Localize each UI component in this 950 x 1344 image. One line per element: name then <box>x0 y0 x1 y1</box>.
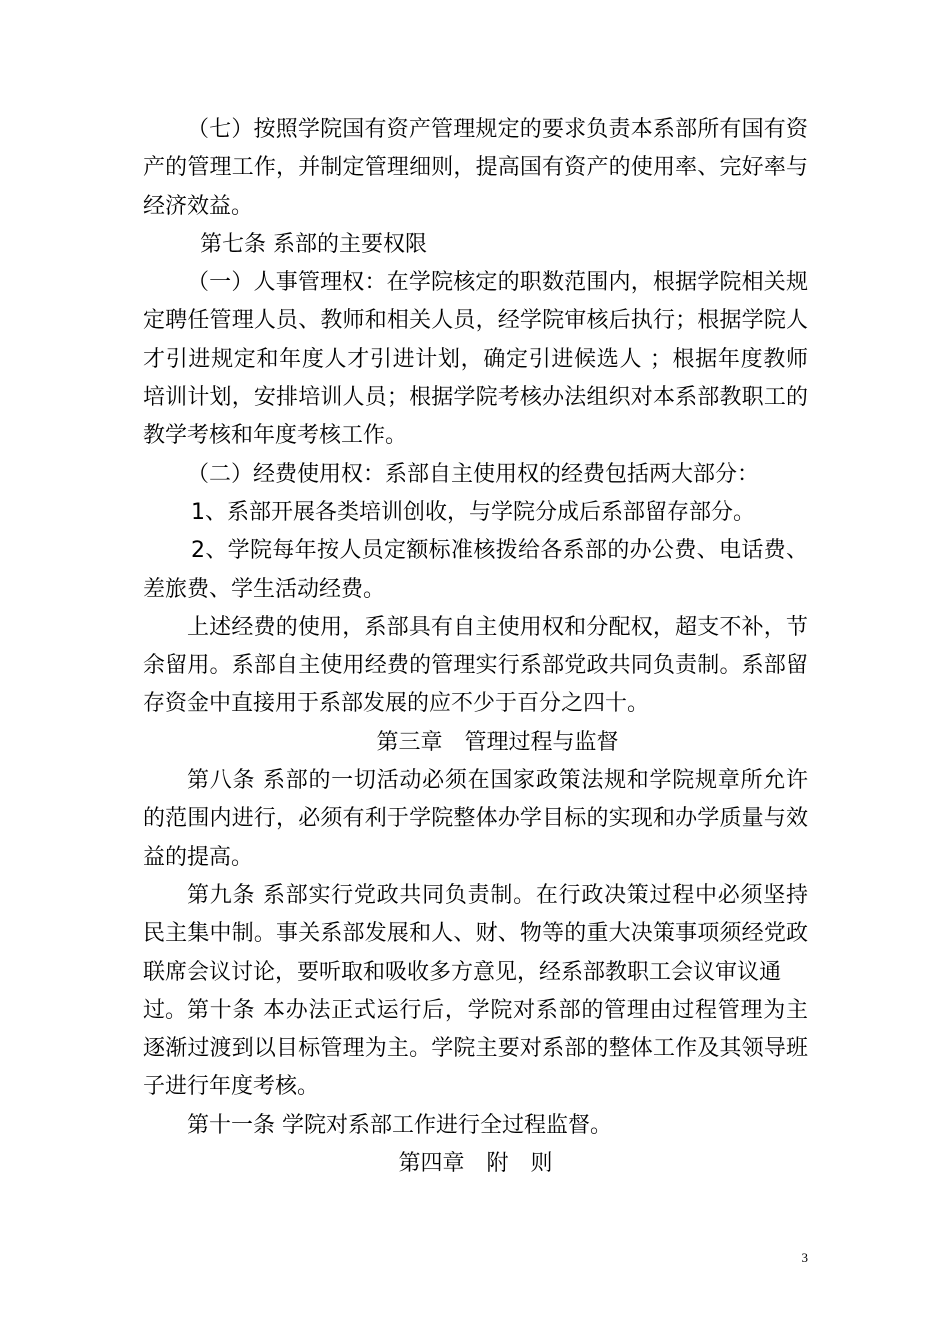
paragraph-line: （一）人事管理权：在学院核定的职数范围内，根据学院相关规 <box>187 270 808 296</box>
paragraph-line: 民主集中制。事关系部发展和人、财、物等的重大决策事项须经党政 <box>143 921 808 947</box>
paragraph-line: 差旅费、学生活动经费。 <box>143 576 386 602</box>
paragraph-line: 第九条 系部实行党政共同负责制。在行政决策过程中必须坚持 <box>187 882 808 908</box>
paragraph-line: 培训计划，安排培训人员；根据学院考核办法组织对本系部教职工的 <box>143 385 808 411</box>
chapter-4-heading <box>143 1145 808 1183</box>
article-11 <box>143 1107 808 1145</box>
paragraph-line: 产的管理工作，并制定管理细则，提高国有资产的使用率、完好率与 <box>143 155 808 181</box>
paragraph-line: 才引进规定和年度人才引进计划，确定引进候选人 ；根据年度教师 <box>143 346 808 372</box>
paragraph-clause-7 <box>143 111 808 226</box>
paragraph-line: 的范围内进行，必须有利于学院整体办学目标的实现和办学质量与效 <box>143 806 808 832</box>
article-7-heading <box>143 226 808 264</box>
paragraph-line: 1、系部开展各类培训创收，与学院分成后系部留存部分。 <box>191 499 755 525</box>
paragraph-line: （七）按照学院国有资产管理规定的要求负责本系部所有国有资 <box>187 117 808 142</box>
paragraph-line: 第八条 系部的一切活动必须在国家政策法规和学院规章所允许 <box>187 768 808 794</box>
paragraph-line: 存资金中直接用于系部发展的应不少于百分之四十。 <box>143 691 650 717</box>
paragraph-personnel-authority <box>143 264 808 455</box>
paragraph-line: 益的提高。 <box>143 844 254 870</box>
paragraph-line: 2、学院每年按人员定额标准核拨给各系部的办公费、电话费、 <box>191 538 808 564</box>
chapter-3-heading <box>143 724 808 762</box>
paragraph-funding-usage <box>143 609 808 724</box>
paragraph-line: 余留用。系部自主使用经费的管理实行系部党政共同负责制。系部留 <box>143 653 808 679</box>
paragraph-line: 教学考核和年度考核工作。 <box>143 423 408 449</box>
paragraph-line: 定聘任管理人员、教师和相关人员，经学院审核后执行；根据学院人 <box>143 308 808 334</box>
chapter-title: 第四章 附 则 <box>398 1151 553 1177</box>
list-item-2 <box>143 532 808 609</box>
paragraph-line: 第十条 本办法正式运行后，学院对系部的管理由过程管理为主 <box>187 997 808 1023</box>
chapter-title: 第三章 管理过程与监督 <box>376 729 619 755</box>
paragraph-line: （二）经费使用权：系部自主使用权的经费包括两大部分： <box>187 461 760 487</box>
list-item-1 <box>143 494 808 532</box>
article-10 <box>143 992 808 1107</box>
document-body <box>143 111 808 1183</box>
paragraph-line: 子进行年度考核。 <box>143 1074 320 1100</box>
paragraph-line: 联席会议讨论，要听取和吸收多方意见，经系部教职工会议审议通过。 <box>143 959 782 1023</box>
paragraph-line: 逐渐过渡到以目标管理为主。学院主要对系部的整体工作及其领导班 <box>143 1036 808 1062</box>
paragraph-line: 经济效益。 <box>143 193 254 219</box>
page-number: 3 <box>801 1250 808 1265</box>
paragraph-line: 上述经费的使用，系部具有自主使用权和分配权，超支不补，节 <box>187 614 808 640</box>
paragraph-line: 第七条 系部的主要权限 <box>200 231 427 257</box>
paragraph-funding-authority <box>143 456 808 494</box>
article-8 <box>143 762 808 877</box>
paragraph-line: 第十一条 学院对系部工作进行全过程监督。 <box>187 1112 612 1138</box>
